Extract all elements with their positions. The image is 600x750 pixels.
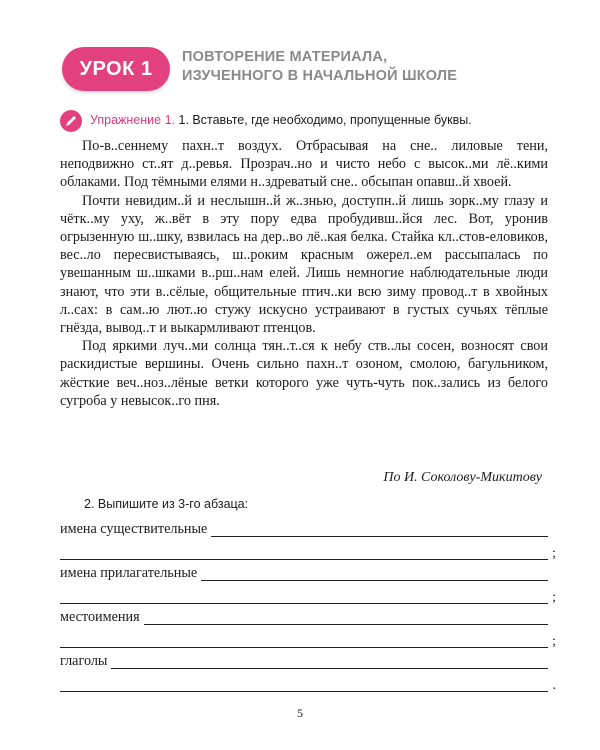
answer-line-verbs-2[interactable] [60, 675, 556, 695]
punctuation-mark: . [552, 678, 556, 693]
exercise-heading [60, 110, 550, 132]
lesson-header [62, 44, 562, 96]
lesson-title-line-1: ПОВТОРЕНИЕ МАТЕРИАЛА, [182, 49, 388, 65]
pencil-icon [60, 110, 82, 132]
lesson-title-line-2: ИЗУЧЕННОГО В НАЧАЛЬНОЙ ШКОЛЕ [182, 68, 458, 84]
exercise-task-1: 1. Вставьте, где необходимо, пропущенные буквы. [178, 113, 472, 127]
punctuation-mark: ; [552, 634, 556, 649]
answer-line-pronouns-1[interactable] [60, 608, 548, 628]
answer-line-adjectives-1[interactable] [60, 564, 548, 584]
answer-label-pronouns: местоимения [60, 609, 144, 626]
exercise-label [90, 113, 472, 127]
paragraph-1: По-в..сеннему пахн..т воздух. Отбрасывая на сне.. лиловые тени, неподвижно ст..ят д..ревья. Прозрач..но и чисто небо с высок..ми лё..кими облаками. Под тёмными елями н..здреватый сне.. обсыпан опавш..й хвоей. [60, 138, 548, 191]
lesson-badge: УРОК 1 [62, 47, 170, 91]
exercise-text [60, 137, 548, 410]
answer-line-nouns-2[interactable] [60, 543, 556, 563]
paragraph-2: Почти невидим..й и неслышн..й ж..знью, доступн..й лишь зорк..му глазу и чётк..му уху, ж..вёт в эту пору едва пробудивш..йся лес. Вот, уронив огрызенную ш..шку, взвилась на дер..во лё..кая белка. Стайка кл..стов-еловиков, вес..ло пересвистываясь, ш..роким красным ожерел..ем рассыпалась по увешанным ш..шками в..рш..нам елей. Лишь немногие наблюдательные люди знают, что эти в..сёлые, общительные птич..ки всю зиму провод..т в хвойных л..сах: в сам..ю лют..ю стужу искусно устраивают в густых сучьях тёплые гнёзда, вывод..т и выкармливают птенцов. [60, 192, 548, 337]
answer-label-verbs: глаголы [60, 653, 111, 670]
answer-line-pronouns-2[interactable] [60, 631, 556, 651]
text-author: По И. Соколову-Микитову [383, 470, 542, 485]
answer-line-nouns-1[interactable] [60, 520, 548, 540]
answer-label-adjectives: имена прилагательные [60, 565, 201, 582]
paragraph-3: Под яркими луч..ми солнца тян..т..ся к небу ств..лы сосен, возносят свои раскидистые вершины. Очень сильно пахн..т озоном, смолою, багульником, жёсткие веч..ноз..лёные ветки которого уже чуть-чуть пок..зались из белого сугроба у невысок..го пня. [60, 338, 548, 409]
lesson-title [182, 48, 457, 86]
page-number: 5 [297, 706, 303, 720]
answer-label-nouns: имена существительные [60, 521, 211, 538]
answer-line-verbs-1[interactable] [60, 652, 548, 672]
exercise-task-2: 2. Выпишите из 3-го абзаца: [84, 497, 249, 511]
punctuation-mark: ; [552, 546, 556, 561]
punctuation-mark: ; [552, 590, 556, 605]
exercise-name: Упражнение 1. [90, 113, 176, 127]
answer-line-adjectives-2[interactable] [60, 587, 556, 607]
